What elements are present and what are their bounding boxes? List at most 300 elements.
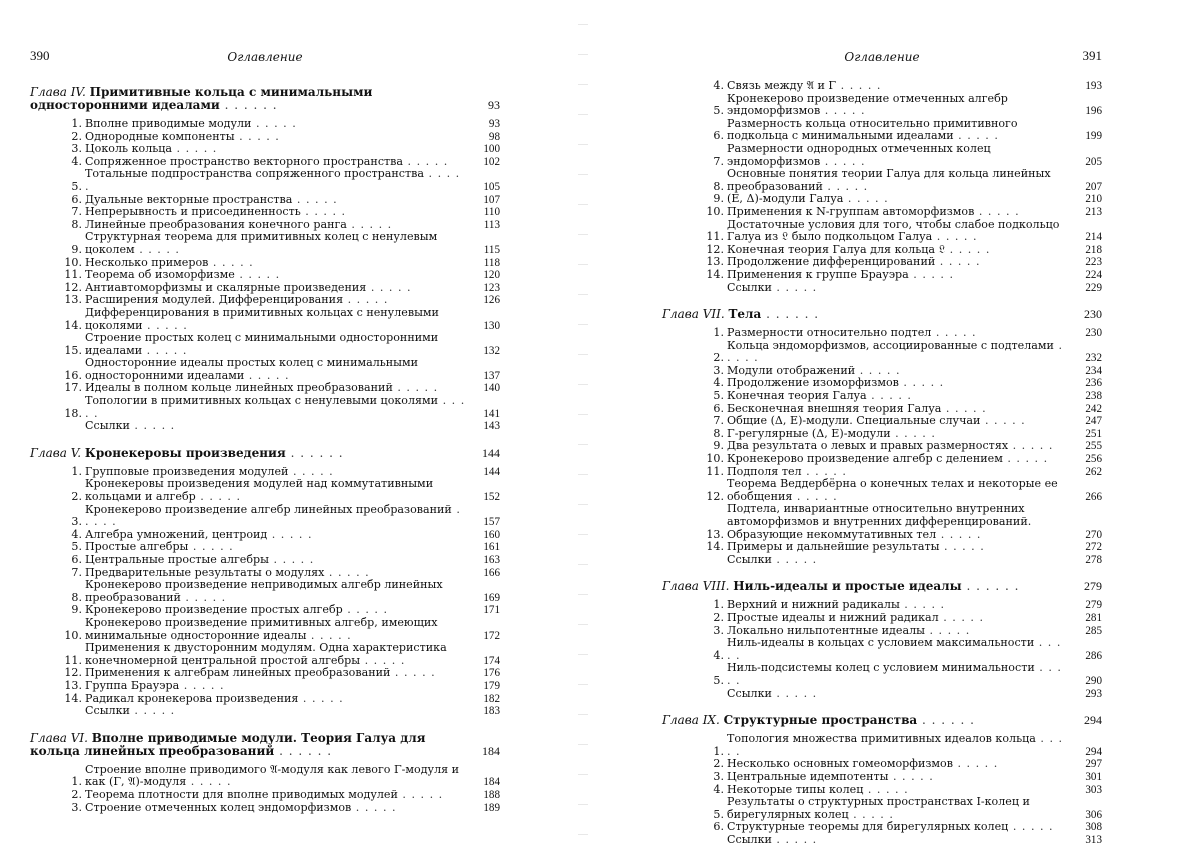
entry-number: 2. [71, 129, 82, 143]
entry-number: 8. [713, 179, 724, 193]
entry-number: 2. [713, 757, 724, 771]
entry-page-number: 120 [483, 269, 500, 282]
dot-leader: . . . . . [251, 117, 297, 130]
entry-number: 4. [713, 376, 724, 390]
dot-leader: . . . . . [342, 603, 388, 617]
dot-leader: . . . . . [843, 192, 889, 206]
entry-number: 14. [64, 318, 82, 332]
entry-page-number: 218 [1085, 243, 1102, 256]
chapter-title: Кронекеровы произведения [84, 445, 286, 460]
entry-page-number: 179 [483, 679, 500, 692]
entry-page-number: 262 [1085, 465, 1102, 478]
entry-title: Тотальные подпространства сопряженного пространства [85, 167, 424, 181]
entry-title: Несколько примеров [85, 255, 209, 269]
dot-leader: . . . . . [179, 678, 225, 692]
entry-page-number: 234 [1085, 364, 1102, 377]
entry-title: Кронекерово произведение неприводимых алгебр линейных преобразований [85, 578, 443, 604]
entry-page-number: 290 [1085, 674, 1102, 687]
dot-leader: . . . . . [727, 661, 1062, 687]
entry-number: 9. [713, 439, 724, 453]
entry-number: 7. [713, 414, 724, 428]
entry-number: 5. [713, 104, 724, 118]
entry-number: 13. [706, 255, 724, 269]
chapter-title-block [30, 447, 466, 460]
entry-title: (E, Δ)-модули Галуа [727, 192, 844, 206]
entry-title: Подтела, инвариантные относительно внутренних автоморфизмов и внутренних дифференцирований. Образующие некоммутативных тел [727, 502, 1032, 541]
chapter-label: Глава VI. [30, 730, 88, 745]
entry-number: 4. [71, 527, 82, 541]
toc-chapter-heading [662, 714, 1102, 727]
dot-leader: . . . . . [727, 636, 1062, 662]
entry-title: Предварительные результаты о модулях [85, 565, 325, 579]
entry-number: 12. [706, 489, 724, 503]
dot-leader: . . . . . . [761, 307, 820, 322]
entry-number: 18. [64, 406, 82, 420]
entry-page-number: 172 [483, 629, 500, 642]
entry-number: 1. [71, 117, 82, 130]
chapter-title: Тела [728, 307, 762, 322]
dot-leader: . . . . . [188, 540, 234, 554]
entry-page-number: 207 [1085, 180, 1102, 193]
dot-leader: . . . . . [771, 552, 818, 566]
entry-title: Ссылки [85, 419, 130, 433]
entry-title: Строение простых колец с минимальными односторонними идеалами [85, 331, 439, 357]
dot-leader: . . . . . [397, 787, 444, 801]
entry-title: Локально нильпотентные идеалы [727, 623, 925, 637]
entry-number: 11. [706, 230, 724, 244]
entry-number: 6. [71, 553, 82, 566]
dot-leader: . . . . . [142, 318, 188, 332]
entry-page-number: 161 [483, 541, 500, 554]
dot-leader: . . . . . [85, 502, 461, 529]
entry-title: Связь между 𝔄 и Γ [727, 79, 837, 92]
dot-leader: . . . . . [848, 807, 894, 821]
entry-number: 12. [64, 280, 82, 294]
entry-title: Дифференцирования в примитивных кольцах с ненулевыми цоколями [85, 305, 439, 332]
dot-leader: . . . . . [941, 401, 987, 415]
entry-title-block [85, 332, 466, 357]
chapter-page-number: 294 [1084, 713, 1102, 728]
dot-leader: . . . . . [820, 104, 866, 118]
entry-page-number: 238 [1085, 390, 1102, 403]
toc-entry [702, 662, 1102, 687]
dot-leader: . . . . . [346, 217, 393, 231]
entry-number: 13. [64, 293, 82, 307]
entry-number: 6. [71, 192, 82, 206]
dot-leader: . . . . . [771, 832, 818, 846]
entry-title: Вполне приводимые модули [85, 117, 252, 130]
toc-entry [702, 168, 1102, 193]
entry-page-number: 189 [483, 801, 500, 814]
entry-number: 3. [71, 515, 82, 529]
entry-page-number: 157 [483, 516, 500, 529]
left-page-header [30, 48, 500, 72]
entry-page-number: 229 [1085, 281, 1102, 294]
toc-entry [702, 282, 1102, 295]
entry-title: Продолжение дифференцирований [727, 255, 936, 269]
entry-title-block [85, 579, 466, 604]
chapter-label: Глава VII. [662, 307, 725, 322]
entry-page-number: 118 [483, 256, 500, 269]
entry-page-number: 214 [1085, 231, 1102, 244]
dot-leader: . . . . . [866, 389, 912, 403]
toc-entry [60, 802, 500, 815]
entry-title: Сопряженное пространство векторного пространства [85, 154, 404, 168]
toc-entry [702, 143, 1102, 168]
dot-leader: . . . . . [936, 527, 982, 541]
entry-page-number: 188 [483, 788, 500, 801]
entry-title: Радикал кронекерова произведения [85, 691, 299, 705]
toc-entry [702, 796, 1102, 821]
dot-leader: . . . . . [85, 167, 461, 193]
entry-title-block [727, 118, 1068, 143]
entry-number: 11. [706, 464, 724, 478]
right-page [662, 0, 1102, 848]
entry-title-block [85, 764, 466, 789]
dot-leader: . . . . . [288, 464, 334, 478]
entry-title-block [727, 834, 1068, 847]
entry-page-number: 166 [483, 566, 500, 579]
entry-number: 10. [706, 452, 724, 466]
entry-page-number: 132 [483, 344, 500, 357]
entry-page-number: 281 [1085, 611, 1102, 624]
entry-page-number: 141 [483, 407, 500, 420]
chapter-title: Примитивные кольца с минимальными односторонними идеалами [30, 85, 373, 112]
entry-title: Алгебра умножений, центроид [85, 527, 268, 541]
entry-page-number: 230 [1085, 327, 1102, 340]
entry-title: Группа Брауэра [85, 678, 180, 692]
right-running-title: Оглавление [844, 50, 920, 64]
toc-entry [702, 118, 1102, 143]
entry-title: Идеалы в полном кольце линейных преобразований [85, 381, 393, 395]
toc-entry [60, 764, 500, 789]
entry-title: Линейные преобразования конечного ранга [85, 217, 347, 231]
entry-number: 2. [713, 351, 724, 365]
entry-page-number: 93 [488, 118, 500, 130]
entry-title: Центральные идемпотенты [727, 769, 889, 783]
entry-page-number: 199 [1085, 130, 1102, 143]
chapter-label: Глава IX. [662, 713, 720, 728]
toc-entry [702, 340, 1102, 365]
dot-leader: . . . . . [298, 691, 344, 705]
left-page [30, 0, 500, 848]
entry-number: 3. [713, 769, 724, 783]
chapter-label: Глава V. [30, 445, 82, 460]
entry-title: Цоколь кольца [85, 142, 173, 156]
entry-page-number: 182 [483, 692, 500, 705]
dot-leader: . . . . . [855, 363, 901, 377]
dot-leader: . . . . . [939, 540, 985, 554]
dot-leader: . . . . . [300, 205, 347, 219]
chapter-title: Ниль-идеалы и простые идеалы [733, 579, 962, 594]
entry-title: Односторонние идеалы простых колец с минимальными односторонними идеалами [85, 356, 419, 382]
entry-number: 9. [713, 192, 724, 206]
dot-leader: . . . . . [836, 79, 882, 92]
entry-title: Некоторые типы колец [727, 782, 864, 796]
left-page-number: 390 [30, 48, 50, 63]
dot-leader: . . . . . [134, 242, 180, 256]
entry-title: Применения к двусторонним модулям. Одна характеристика конечномерной центральной простой алгебры [85, 641, 447, 667]
entry-number: 16. [64, 368, 82, 382]
chapter-page-number: 144 [482, 445, 500, 460]
entry-page-number: 130 [483, 319, 500, 332]
toc-entry [60, 168, 500, 193]
dot-leader: . . . . . [953, 129, 999, 143]
toc-entry [60, 357, 500, 382]
entry-title: Ссылки [85, 704, 130, 718]
entry-number: 10. [64, 255, 82, 269]
dot-leader: . . . . . [244, 368, 290, 382]
entry-title-block [727, 733, 1068, 758]
entry-title-block [727, 637, 1068, 662]
entry-page-number: 107 [483, 193, 500, 206]
entry-title: Дуальные векторные пространства [85, 192, 293, 206]
entry-title: Кольца эндоморфизмов, ассоциированные с подтелами [727, 338, 1054, 352]
entry-title-block [85, 231, 466, 256]
entry-title: Достаточные условия для того, чтобы слабое подкольцо Галуа из 𝔏 было подкольцом Галуа [727, 217, 1060, 244]
entry-title: Верхний и нижний радикалы [727, 598, 900, 612]
entry-number: 8. [71, 217, 82, 231]
entry-title-block [85, 395, 466, 420]
entry-number: 14. [706, 540, 724, 554]
toc-entry [60, 705, 500, 718]
dot-leader: . . . . . [351, 800, 397, 814]
entry-number: 5. [71, 540, 82, 554]
entry-number: 13. [706, 527, 724, 541]
dot-leader: . . . . . [324, 565, 370, 579]
entry-page-number: 224 [1085, 268, 1102, 281]
entry-title-block [727, 503, 1068, 541]
entry-title: Структурная теорема для примитивных колец с ненулевым цоколем [85, 230, 438, 256]
entry-title: Кронекерово произведение простых алгебр [85, 603, 343, 617]
dot-leader: . . . . . [1008, 439, 1054, 453]
right-page-header [662, 48, 1102, 72]
dot-leader: . . . . . [208, 255, 254, 269]
entry-title: Однородные компоненты [85, 129, 235, 143]
entry-page-number: 256 [1085, 453, 1102, 466]
entry-page-number: 174 [483, 654, 500, 667]
entry-title-block [727, 478, 1068, 503]
dot-leader: . . . . . [180, 590, 227, 604]
entry-number: 3. [713, 623, 724, 637]
entry-page-number: 293 [1085, 687, 1102, 700]
dot-leader: . . . . . [1008, 820, 1054, 834]
dot-leader: . . . . . . [961, 579, 1020, 594]
dot-leader: . . . . . [267, 527, 313, 541]
entry-title: Результаты о структурных пространствах I-колец и бирегулярных колец [727, 795, 1030, 821]
dot-leader: . . . . . [1002, 452, 1049, 466]
left-toc-list [30, 86, 500, 814]
entry-number: 3. [71, 800, 82, 814]
entry-page-number: 223 [1085, 256, 1102, 269]
entry-title-block [85, 478, 466, 503]
entry-number: 6. [713, 820, 724, 834]
dot-leader: . . . . . [771, 686, 818, 700]
dot-leader: . . . . . [292, 192, 338, 206]
dot-leader: . . . . . [771, 280, 818, 294]
toc-chapter-heading [30, 732, 500, 758]
entry-title-block [727, 340, 1068, 365]
entry-title: Размерности относительно подтел [727, 326, 932, 340]
toc-chapter-heading [662, 580, 1102, 593]
entry-number: 4. [713, 648, 724, 662]
entry-title: Кронекерово произведение алгебр линейных преобразований [85, 502, 452, 516]
entry-title: Кронекеровы произведения модулей над коммутативными кольцами и алгебр [85, 477, 434, 504]
entry-title-block [85, 705, 466, 718]
entry-number: 2. [71, 490, 82, 504]
entry-page-number: 308 [1085, 821, 1102, 834]
entry-page-number: 152 [483, 491, 500, 504]
entry-title-block [727, 93, 1068, 118]
entry-title: Применения к группе Брауэра [727, 267, 909, 281]
entry-title: Γ-регулярные (Δ, E)-модули [727, 426, 891, 440]
toc-entry [60, 642, 500, 667]
entry-page-number: 123 [483, 281, 500, 294]
dot-leader: . . . . . . [285, 445, 344, 460]
entry-title: Общие (Δ, E)-модули. Специальные случаи [727, 414, 981, 428]
entry-page-number: 98 [488, 130, 500, 143]
entry-title: Применения к алгебрам линейных преобразований [85, 666, 391, 680]
entry-number: 5. [713, 389, 724, 403]
entry-page-number: 313 [1085, 833, 1102, 846]
entry-number: 2. [713, 610, 724, 624]
entry-page-number: 115 [483, 243, 500, 256]
dot-leader: . . . . . [932, 230, 978, 244]
dot-leader: . . . . . [974, 204, 1020, 218]
entry-number: 1. [713, 744, 724, 758]
entry-number: 7. [71, 565, 82, 579]
entry-page-number: 236 [1085, 377, 1102, 390]
entry-number: 9. [71, 242, 82, 256]
dot-leader: . . . . . [935, 255, 981, 269]
entry-number: 6. [713, 401, 724, 415]
dot-leader: . . . . . [234, 129, 280, 143]
entry-page-number: 183 [483, 705, 500, 718]
dot-leader: . . . . . [343, 293, 389, 307]
entry-page-number: 285 [1085, 624, 1102, 637]
toc-entry [60, 420, 500, 433]
dot-leader: . . . . . [268, 553, 315, 566]
entry-page-number: 278 [1085, 553, 1102, 566]
entry-page-number: 110 [483, 206, 500, 219]
toc-entry [702, 93, 1102, 118]
toc-entry [60, 332, 500, 357]
dot-leader: . . . . . [899, 598, 946, 612]
toc-entry [702, 834, 1102, 847]
toc-entry [60, 231, 500, 256]
dot-leader: . . . . . [801, 464, 847, 478]
dot-leader: . . . . . [403, 154, 449, 168]
entry-title: Центральные простые алгебры [85, 553, 269, 566]
entry-title-block [727, 168, 1068, 193]
dot-leader: . . . . . [924, 623, 971, 637]
entry-title-block [85, 802, 466, 815]
entry-title: Конечная теория Галуа [727, 389, 867, 403]
entry-number: 10. [64, 628, 82, 642]
dot-leader: . . . . . . [917, 713, 975, 728]
dot-leader: . . . . . [360, 653, 406, 667]
chapter-title-block [662, 714, 1068, 727]
dot-leader: . . . . . [392, 381, 439, 395]
entry-title: Продолжение изоморфизмов [727, 376, 899, 390]
right-page-number: 391 [1082, 48, 1102, 63]
entry-title-block [85, 504, 466, 529]
dot-leader: . . . . . [186, 775, 232, 789]
entry-number: 1. [713, 326, 724, 340]
toc-entry [60, 478, 500, 503]
entry-number: 17. [64, 381, 82, 395]
chapter-page-number: 230 [1084, 307, 1102, 322]
entry-number: 14. [64, 691, 82, 705]
entry-number: 7. [713, 154, 724, 168]
entry-title: Примеры и дальнейшие результаты [727, 540, 940, 554]
left-running-title: Оглавление [227, 50, 303, 64]
entry-title: Антиавтоморфизмы и скалярные произведения [85, 280, 367, 294]
entry-title-block [727, 554, 1068, 567]
entry-page-number: 270 [1085, 528, 1102, 541]
entry-title-block [727, 143, 1068, 168]
entry-title: Структурные теоремы для бирегулярных колец [727, 820, 1009, 834]
entry-title: Ниль-идеалы в кольцах с условием максимальности [727, 636, 1035, 650]
chapter-title: Вполне приводимые модули. Теория Галуа для кольца линейных преобразований [30, 730, 426, 758]
book-spine-gutter [578, 10, 588, 840]
entry-title-block [85, 307, 466, 332]
dot-leader: . . . . . [890, 426, 936, 440]
dot-leader: . . . . . [195, 490, 242, 504]
chapter-title-block [662, 308, 1068, 321]
dot-leader: . . . . . . [274, 743, 333, 758]
entry-number: 10. [706, 204, 724, 218]
chapter-title: Структурные пространства [723, 713, 918, 728]
right-toc-list [662, 80, 1102, 846]
entry-page-number: 160 [483, 528, 500, 541]
entry-title: Топологии в примитивных кольцах с ненулевыми цоколями [85, 394, 439, 408]
dot-leader: . . . . . [366, 280, 412, 294]
chapter-title-block [30, 86, 466, 112]
entry-title: Применения к N-группам автоморфизмов [727, 204, 975, 218]
entry-number: 3. [713, 363, 724, 377]
toc-chapter-heading [30, 86, 500, 112]
entry-page-number: 140 [483, 382, 500, 395]
entry-title-block [85, 357, 466, 382]
entry-title-block [727, 282, 1068, 295]
entry-page-number: 306 [1085, 808, 1102, 821]
entry-title: Групповые произведения модулей [85, 464, 289, 478]
entry-page-number: 102 [483, 155, 500, 168]
dot-leader: . . . . . [898, 376, 945, 390]
toc-entry [702, 688, 1102, 701]
entry-title: Несколько основных гомеоморфизмов [727, 757, 953, 771]
entry-number: 5. [71, 179, 82, 193]
entry-number: 2. [71, 787, 82, 801]
entry-page-number: 286 [1085, 649, 1102, 662]
entry-title-block [727, 688, 1068, 701]
entry-number: 1. [713, 598, 724, 612]
toc-entry [702, 219, 1102, 244]
entry-title: Ссылки [727, 280, 772, 294]
entry-number: 9. [71, 603, 82, 617]
dot-leader: . . . . . [172, 142, 218, 156]
entry-title-block [727, 796, 1068, 821]
entry-page-number: 294 [1085, 745, 1102, 758]
entry-number: 4. [713, 79, 724, 92]
entry-number: 8. [71, 590, 82, 604]
dot-leader: . . . . . [863, 782, 909, 796]
entry-number: 7. [71, 205, 82, 219]
chapter-page-number: 93 [488, 98, 500, 112]
entry-number: 13. [64, 678, 82, 692]
chapter-title-block [30, 732, 466, 758]
